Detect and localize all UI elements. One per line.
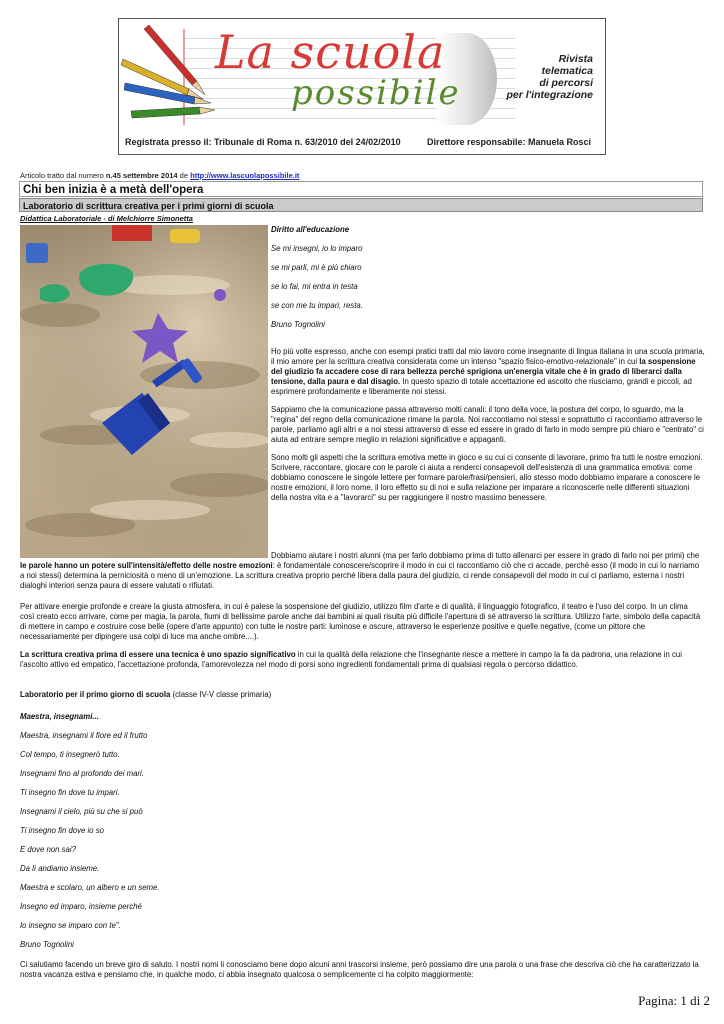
tagline-line: per l'integrazione — [506, 89, 593, 101]
article-title: Chi ben inizia è a metà dell'opera — [19, 181, 703, 197]
poem2-line: Insegnami il cielo, più su che si può — [20, 807, 143, 816]
intro-column — [271, 225, 705, 511]
paragraph-5: Per attivare energie profonde e creare la giusta atmosfera, in cui è palese la sospensione del giudizio, utilizzo film d'arte e di qualità, il linguaggio fotografico, il teatro e l'uso del corpo. In un clima così creato ecco arrivare, come per magia, la parola, fiumi di bellissime parole anche dai bambini ai quali risulta più difficile l'apertura di sé attraverso la scrittura. Utilizzo l'arte, simbolo della capacità di mettere in campo e costruire cose belle (opere d'arte appunto) con tutte le nostre parti: luminose e oscure, attraverso le esperienze positive e quelle negative, (come un pittore che necessariamente per dipingere usa colpi di luce ma anche ombre....). — [20, 602, 701, 641]
text-run: In questo spazio di totale accettazione ed ascolto che riusciamo, grandi e piccoli, ad esprimere profondamente e liberamente noi stessi. — [271, 377, 692, 396]
paragraph-1 — [271, 347, 705, 397]
paragraph-2: Sappiamo che la comunicazione passa attraverso molti canali: il tono della voce, la postura del corpo, lo sguardo, ma la "regina" del regno della comunicazione rimane la parola. Noi raccontiamo noi stessi e soprattutto ci raccontiamo attraverso le parole, parliamo agli altri e a noi stessi attraverso di esse ed essere in grado di farlo in modo sempre più chiaro e "centrato" ci aiuta ad entrare sempre meglio in relazioni significative e appaganti. — [271, 405, 704, 444]
paragraph-3: Sono molti gli aspetti che la scrittura emotiva mette in gioco e su cui ci consente di lavorare, primo fra tutti le nostre emozioni. Scrivere, raccontare, giocare con le parole ci aiuta a renderci consapevoli dell'esistenza di una grammatica emotiva: come dobbiamo conoscere le singole lettere per formare parole/frasi/pensieri, allo stesso modo dobbiamo imparare a conoscere le nostre emozioni, il loro nome, il loro effetto su di noi e sulla relazione per imparare a riconoscerle nelle differenti situazioni della nostra vita e a "lavorarci" su per raggiungere il nostro massimo benessere. — [271, 453, 703, 502]
sandbox-toys-photo — [20, 225, 268, 558]
text-run: in cui la qualità della relazione che l'insegnante riesce a mettere in campo la fa da padrona, una relazione in cui l'ascolto attivo ed empatico, l'accettazione profonda, l'amorevolezza nel modo di porsi sono ingredienti fondamentali prima di qualsiasi regola o percorso didattico. — [20, 650, 682, 669]
poem-line: se mi parli, mi è più chiaro — [271, 263, 362, 272]
article-subtitle: Laboratorio di scrittura creativa per i primi giorni di scuola — [19, 198, 703, 212]
lab-title-bold: Laboratorio per il primo giorno di scuola — [20, 690, 171, 699]
issue-number: n.45 settembre 2014 — [105, 171, 178, 180]
poem-line: se con me tu impari, resta. — [271, 301, 363, 310]
director-info: Direttore responsabile: Manuela Rosci — [426, 137, 591, 147]
poem2-line: Insegno ed imparo, insieme perché — [20, 902, 142, 911]
poem2-line: Insegnami fino al profondo dei mari. — [20, 769, 144, 778]
poem-line: Se mi insegni, io lo imparo — [271, 244, 363, 253]
poem-author: Bruno Tognolini — [271, 320, 325, 329]
tagline — [483, 53, 593, 101]
text-run-bold: la sospensione del giudizio fa accadere cose di rara bellezza perché sprigiona un'energia vitale che è in grado di liberarci dalla tensione, dalla paura e dal disagio. — [271, 357, 696, 386]
source-prefix: Articolo tratto dal numero — [20, 171, 106, 180]
poem2-line: Ti insegno fin dove io so — [20, 826, 105, 835]
poem2-line: Maestra e scolaro, un albero e un seme. — [20, 883, 160, 892]
site-link[interactable]: http://www.lascuolapossibile.it — [190, 171, 300, 180]
poem2-line: Da lì andiamo insieme. — [20, 864, 100, 873]
poem2-line: Io insegno se imparo con te". — [20, 921, 121, 930]
tagline-line: Rivista — [558, 53, 593, 65]
poem2-title-bold: Maestra, insegnami... — [20, 712, 99, 721]
paragraph-7: Ci salutiamo facendo un breve giro di saluto. I nostri nomi li conosciamo bene dopo alcuni anni trascorsi insieme, però possiamo dire una parola o una frase che descriva ciò che ha caratterizzato la nostra vacanza estiva e pensiamo che, in qualche modo, ci abbia insegnato qualcosa o semplicemente ci ha colpito maggiormente: — [20, 960, 699, 979]
paragraph-4 — [20, 551, 704, 591]
tagline-line: telematica — [541, 65, 593, 77]
logo-subtitle: possibile — [291, 73, 461, 113]
lab-title — [20, 690, 271, 700]
paragraph-6 — [20, 650, 704, 670]
poem2-title — [20, 712, 99, 722]
text-run-bold: La scrittura creativa prima di essere una tecnica è uno spazio significativo — [20, 650, 296, 659]
text-run: Ho più volte espresso, anche con esempi pratici tratti dal mio lavoro come insegnante di lingua italiana in una scuola primaria, il mio amore per la scrittura creativa considerata come un intenso "spazio fisico-emotivo-relazionale" in cui — [271, 347, 705, 366]
poem2-line: Maestra, insegnami il fiore ed il frutto — [20, 731, 148, 740]
text-run-bold: le parole hanno un potere sull'intensità/effetto delle nostre emozioni — [20, 561, 273, 570]
article-source — [20, 171, 299, 180]
registration-info: Registrata presso il: Tribunale di Roma n. 63/2010 del 24/02/2010 — [125, 137, 401, 147]
source-mid: de — [177, 171, 191, 180]
lab-note: (classe IV-V classe primaria) — [170, 690, 272, 699]
colored-pencils-icon — [119, 19, 229, 129]
poem2-line: Ti insegno fin dove tu impari. — [20, 788, 120, 797]
text-run: Dobbiamo aiutare i nostri alunni (ma per farlo dobbiamo prima di tutto allenarci per essere in grado di farlo noi per primi) che — [271, 551, 700, 560]
poem2-line: E dove non sai? — [20, 845, 76, 854]
poem-line: se lo fai, mi entra in testa — [271, 282, 358, 291]
section-author: Didattica Laboratoriale - di Melchiorre Simonetta — [20, 214, 193, 223]
tagline-line: di percorsi — [539, 77, 593, 89]
poem-heading: Diritto all'educazione — [271, 225, 350, 234]
logo-title: La scuola — [215, 25, 446, 79]
poem2-line: Col tempo, ti insegnerò tutto. — [20, 750, 120, 759]
masthead — [118, 18, 606, 155]
text-run: : è fondamentale conoscere/scoprire il modo in cui ci raccontiamo ciò che ci accade, perché esso (il modo in cui lo narriamo a noi stessi) determina la perniciosità o meno di un'emozione. La scrittura creativa proprio perché libera dalla paura del giudizio, ci rende consapevoli del modo in cui ci parliamo, esterna i nostri dialoghi interiori senza paura di essere valutati o rifiutati. — [20, 561, 700, 590]
page-number: Pagina: 1 di 2 — [638, 993, 710, 1008]
poem2-author: Bruno Tognolini — [20, 940, 74, 949]
